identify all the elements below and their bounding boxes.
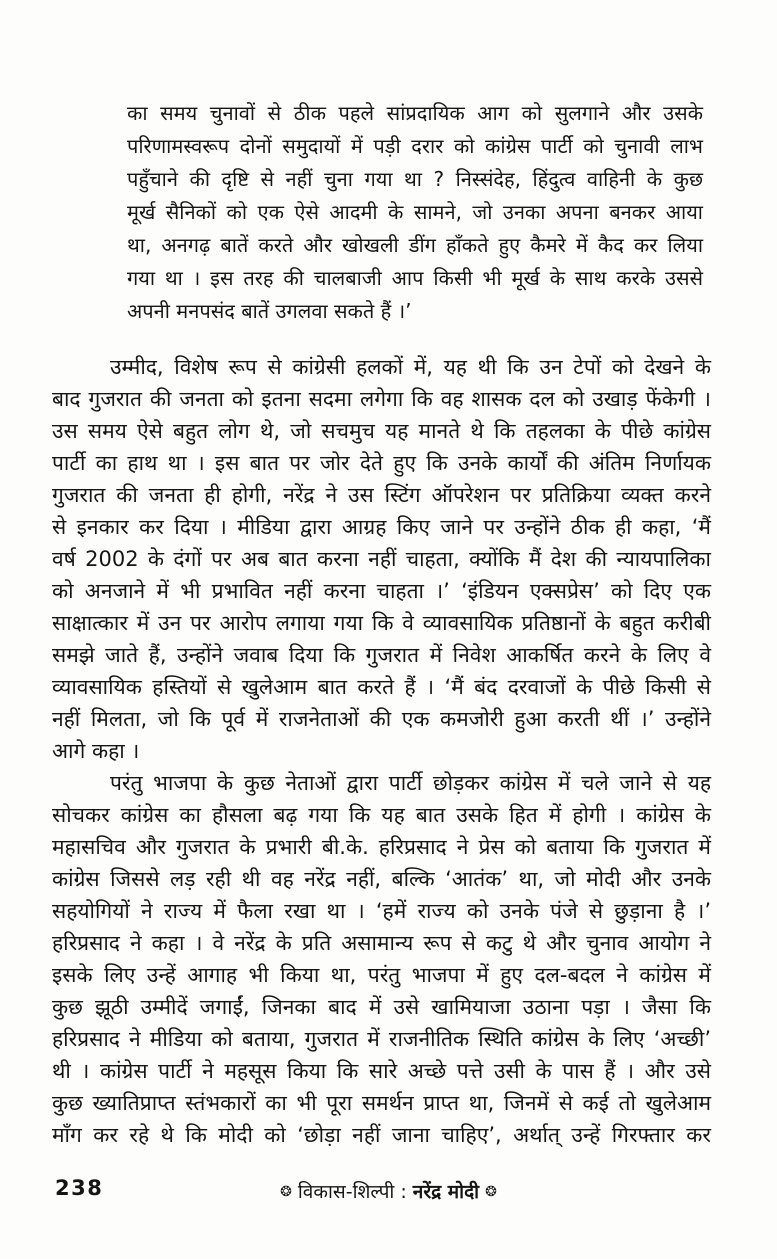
book-title: नरेंद्र मोदी — [412, 1181, 480, 1203]
text-line: परंतु भाजपा के कुछ नेताओं द्वारा पार्टी छोड़कर कांग्रेस में चले जाने से यह — [110, 771, 711, 795]
text-line: परिणामस्वरूप दोनों समुदायों में पड़ी दरार को कांग्रेस पार्टी को चुनावी लाभ — [127, 134, 703, 158]
text-line: गया था । इस तरह की चालबाजी आप किसी भी मूर्ख के साथ करके उससे — [127, 266, 703, 290]
text-line: गुजरात की जनता ही होगी, नरेंद्र ने उस स्टिंग ऑपरेशन पर प्रतिक्रिया व्यक्त करने — [52, 483, 711, 507]
ornament-icon: ❂ — [485, 1184, 497, 1200]
text-line: इसके लिए उन्हें आगाह भी किया था, परंतु भाजपा में हुए दल-बदल ने कांग्रेस में — [52, 963, 711, 987]
text-line: सहयोगियों ने राज्य में फैला रखा था । ‘हमें राज्य को उनके पंजे से छुड़ाना है ।’ — [52, 899, 711, 923]
ornament-icon: ❂ — [280, 1184, 292, 1200]
text-line: मूर्ख सैनिकों को एक ऐसे आदमी के सामने, जो उनका अपना बनकर आया — [127, 200, 703, 224]
text-line: थी । कांग्रेस पार्टी ने महसूस किया कि सारे अच्छे पत्ते उसी के पास हैं । और उसे — [52, 1059, 711, 1083]
text-line: उस समय ऐसे बहुत लोग थे, जो सचमुच यह मानते थे कि तहलका के पीछे कांग्रेस — [52, 419, 711, 443]
text-line: हरिप्रसाद ने कहा । वे नरेंद्र के प्रति असामान्य रूप से कटु थे और चुनाव आयोग ने — [52, 931, 711, 955]
running-footer — [0, 1178, 777, 1204]
text-line: व्यावसायिक हस्तियों से खुलेआम बात करते हैं । ‘मैं बंद दरवाजों के पीछे किसी से — [52, 675, 711, 699]
text-line: हरिप्रसाद ने मीडिया को बताया, गुजरात में राजनीतिक स्थिति कांग्रेस के लिए ‘अच्छी’ — [52, 1027, 711, 1051]
text-line: कुछ झूठी उम्मीदें जगाईं, जिनका बाद में उसे खामियाजा उठाना पड़ा । जैसा कि — [52, 995, 711, 1019]
text-line: पहुँचाने की दृष्टि से नहीं चुना गया था ? निस्संदेह, हिंदुत्व वाहिनी के कुछ — [127, 167, 703, 191]
series-title: विकास-शिल्पी : — [297, 1181, 407, 1203]
text-line: सोचकर कांग्रेस का हौसला बढ़ गया कि यह बात उसके हित में होगी । कांग्रेस के — [52, 803, 711, 827]
text-line: से इनकार कर दिया । मीडिया द्वारा आग्रह किए जाने पर उन्होंने ठीक ही कहा, ‘मैं — [52, 515, 711, 539]
text-line: महासचिव और गुजरात के प्रभारी बी.के. हरिप्रसाद ने प्रेस को बताया कि गुजरात में — [52, 835, 711, 859]
text-line: कुछ ख्यातिप्राप्त स्तंभकारों का भी पूरा समर्थन प्राप्त था, जिनमें से कई तो खुलेआम — [52, 1091, 711, 1115]
text-line: उम्मीद, विशेष रूप से कांग्रेसी हलकों में, यह थी कि उन टेपों को देखने के — [110, 355, 711, 379]
text-line: अपनी मनपसंद बातें उगलवा सकते हैं ।’ — [127, 299, 412, 323]
text-line: पार्टी का हाथ था । इस बात पर जोर देते हुए कि उनके कार्यों की अंतिम निर्णायक — [52, 451, 711, 475]
text-line: कांग्रेस जिससे लड़ रही थी वह नरेंद्र नहीं, बल्कि ‘आतंक’ था, जो मोदी और उनके — [52, 867, 711, 891]
paragraph — [52, 351, 711, 767]
text-line: माँग कर रहे थे कि मोदी को ‘छोड़ा नहीं जाना चाहिए’, अर्थात् उन्हें गिरफ्तार कर — [52, 1123, 711, 1147]
text-line: आगे कहा । — [52, 739, 140, 763]
text-line: साक्षात्कार में उन पर आरोप लगाया गया कि वे व्यावसायिक प्रतिष्ठानों के बहुत करीबी — [52, 611, 711, 635]
block-quote — [127, 97, 703, 328]
page-number: 238 — [55, 1176, 104, 1200]
text-line: वर्ष 2002 के दंगों पर अब बात करना नहीं चाहता, क्योंकि मैं देश की न्यायपालिका — [52, 547, 711, 571]
text-line: समझे जाते हैं, उन्होंने जवाब दिया कि गुजरात में निवेश आकर्षित करने के लिए वे — [52, 643, 711, 667]
text-line: बाद गुजरात की जनता को इतना सदमा लगेगा कि वह शासक दल को उखाड़ फेंकेगी । — [52, 387, 711, 411]
text-line: था, अनगढ़ बातें करते और खोखली डींग हाँकते हुए कैमरे में कैद कर लिया — [127, 233, 703, 257]
body-text — [52, 351, 711, 1151]
text-line: नहीं मिलता, जो कि पूर्व में राजनेताओं की एक कमजोरी हुआ करती थीं ।’ उन्होंने — [52, 707, 711, 731]
text-line: का समय चुनावों से ठीक पहले सांप्रदायिक आग को सुलगाने और उसके — [127, 101, 703, 125]
paragraph — [52, 767, 711, 1151]
text-line: को अनजाने में भी प्रभावित नहीं करना चाहता ।’ ‘इंडियन एक्सप्रेस’ को दिए एक — [52, 579, 711, 603]
